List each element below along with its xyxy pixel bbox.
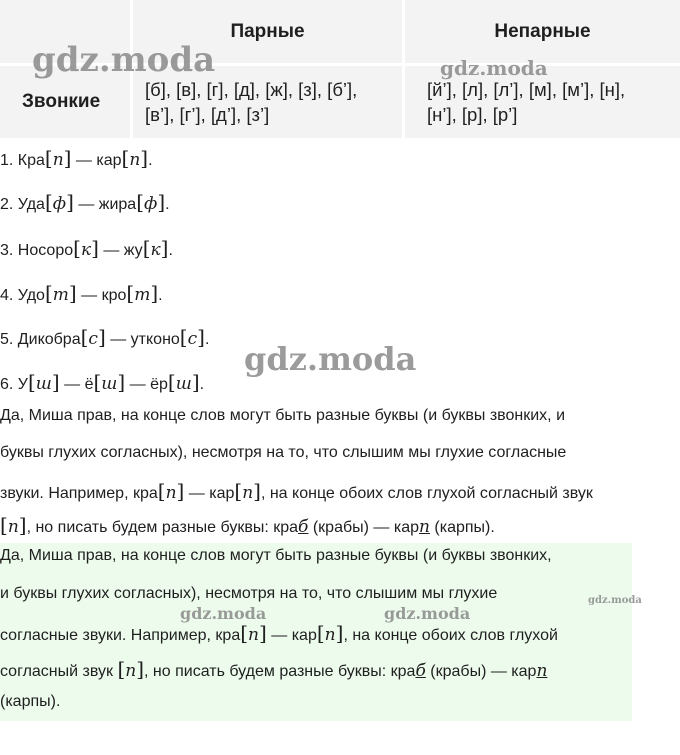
watermark-logo: gdz.moda: [440, 56, 548, 80]
unpaired-line-2: [н’], [р], [р’]: [427, 104, 518, 125]
paragraph-line-2: буквы глухих согласных), несмотря на то, что слышим мы глухие согласные: [0, 444, 567, 461]
highlight-line-3: согласные звуки. Например, кра[п] — кар[п], на конце обоих слов глухой: [0, 621, 558, 645]
paired-line-1: [б], [в], [г], [д], [ж], [з], [б’],: [145, 79, 358, 100]
watermark-logo: gdz.moda: [244, 340, 417, 378]
answer-line-6: 6. У[ш] — ё[ш] — ёр[ш].: [0, 370, 205, 394]
watermark-logo: gdz.moda: [384, 604, 471, 623]
header-paired: Парные: [133, 0, 402, 63]
paragraph-line-4: [п], но писать будем разные буквы: краб (крабы) — карп (карпы).: [0, 513, 495, 537]
answer-line-3: 3. Носоро[к] — жу[к].: [0, 236, 173, 260]
highlight-line-1: Да, Миша прав, на конце слов могут быть разные буквы (и буквы звонких,: [0, 547, 552, 564]
watermark-logo: gdz.moda: [180, 604, 267, 623]
highlight-line-2: и буквы глухих согласных), несмотря на то, что слышим мы глухие: [0, 585, 498, 602]
answer-line-5: 5. Дикобра[с] — утконо[с].: [0, 325, 210, 349]
answer-line-4: 4. Удо[т] — кро[т].: [0, 281, 163, 305]
answer-line-2: 2. Уда[ф] — жира[ф].: [0, 190, 170, 214]
paired-line-2: [в’], [г’], [д’], [з’]: [145, 104, 270, 125]
unpaired-line-1: [й’], [л], [л’], [м], [м’], [н],: [427, 79, 626, 100]
watermark-logo: gdz.moda: [32, 40, 216, 80]
paragraph-line-3: звуки. Например, кра[п] — кар[п], на конце обоих слов глухой согласный звук: [0, 479, 593, 503]
highlight-line-4: согласный звук [п], но писать будем разные буквы: краб (крабы) — карп: [0, 657, 548, 681]
row-label-voiced: Звонкие: [0, 66, 130, 138]
highlight-line-5: (карпы).: [0, 693, 61, 710]
answer-line-1: 1. Кра[п] — кар[п].: [0, 146, 153, 170]
header-unpaired: Непарные: [405, 0, 680, 63]
paragraph-line-1: Да, Миша прав, на конце слов могут быть разные буквы (и буквы звонких, и: [0, 407, 565, 424]
watermark-logo: gdz.moda: [588, 595, 642, 606]
